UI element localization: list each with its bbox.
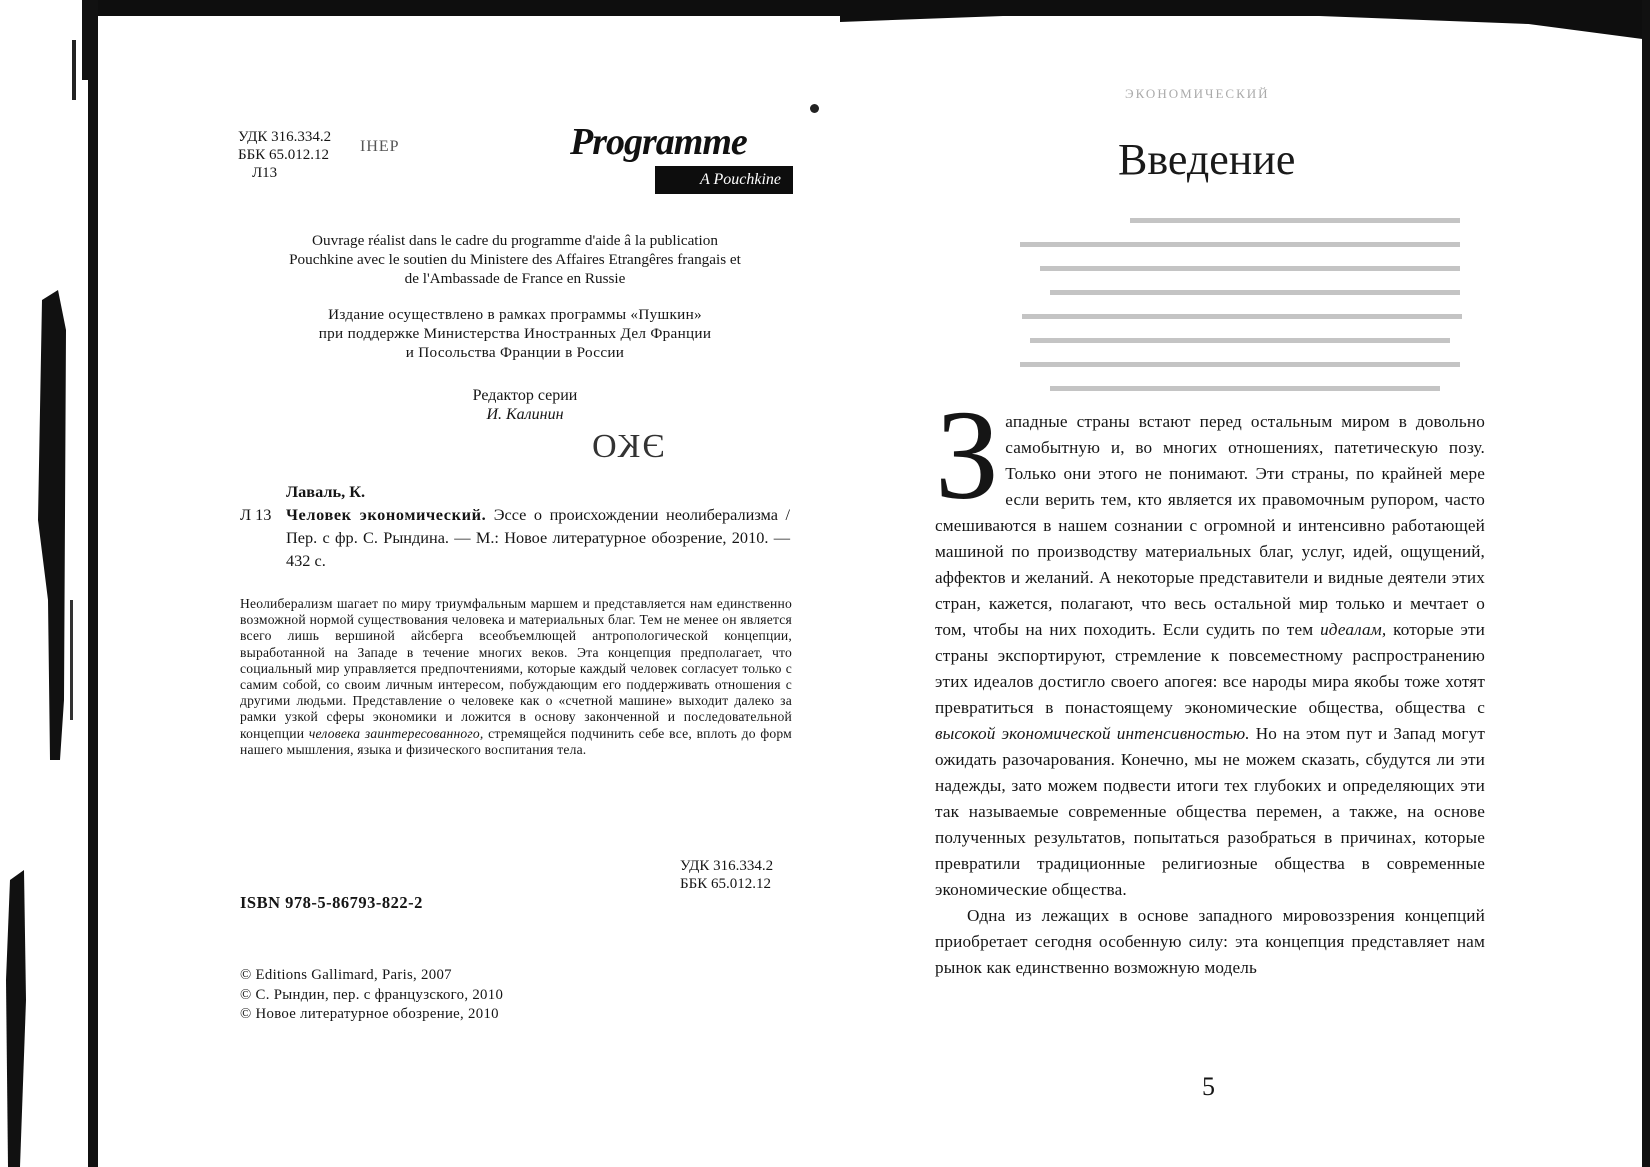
paragraph-text: Но на этом пут и Запад могут ожидать разочарования. Конечно, мы не можем сказать, сбудутся ли эти надежды, зато можем подвести итоги тех глубоких и определяющих эти так называемые современные общества перемен, а также, на основе полученных результатов, попытаться разобраться в причинах, которые превратили традиционные религиозные общества в современные экономические общества.: [935, 724, 1486, 899]
paragraph-text: которые эти страны экспортируют, стремление к повсеместному распространению этих идеалов достигло своего апогея: все народы мира якобы тоже хотят превратиться в понастоящему экономические общества, общества с: [935, 620, 1485, 717]
classification-codes-bottom: [680, 857, 773, 893]
abstract-italic: человека заинтересованного,: [308, 725, 484, 741]
scan-edge-right: [1642, 0, 1650, 1167]
copyright-block: [240, 966, 503, 1025]
scan-edge-top-right: [840, 0, 1650, 40]
classification-codes: [238, 128, 331, 182]
emphasis: высокой экономической интенсивностью.: [935, 724, 1250, 743]
copyright-line: © Editions Gallimard, Paris, 2007: [240, 967, 452, 983]
emphasis: идеалам,: [1320, 620, 1387, 639]
russian-notice-line: Издание осуществлено в рамках программы «Пушкин»: [328, 306, 702, 323]
editor-label: Редактор серии: [472, 387, 578, 404]
udk-code-bottom: УДК 316.334.2: [680, 858, 774, 874]
running-header: ЭКОНОМИЧЕСКИЙ: [1125, 86, 1270, 101]
series-editor: [400, 386, 650, 424]
paragraph: [935, 384, 1486, 903]
faded-bleedthrough: [1010, 200, 1480, 405]
copyright-line: © С. Рындин, пер. с французского, 2010: [240, 986, 504, 1003]
page-number: 5: [1202, 1072, 1215, 1101]
scan-edge-left: [0, 0, 100, 1167]
french-notice-line: Ouvrage réalist dans le cadre du programme d'aide â la publication: [312, 232, 718, 249]
isbn: ISBN 978-5-86793-822-2: [240, 893, 423, 912]
series-mark: [590, 428, 665, 466]
chapter-heading: Введение: [1118, 135, 1296, 184]
book-abstract: [240, 596, 792, 758]
programme-logo: [360, 118, 800, 198]
bbk-code: ББК 65.012.12: [238, 147, 329, 163]
french-notice: [240, 231, 790, 288]
abstract-text-end: стремящейся подчинить себе все, вплоть до форм нашего мышления, языка и физического воспитания тела.: [240, 725, 792, 757]
drop-cap: З: [935, 384, 1000, 526]
russian-notice-line: и Посольства Франции в России: [405, 344, 625, 361]
udk-code: УДК 316.334.2: [238, 129, 332, 145]
russian-notice: [240, 305, 790, 362]
book-author: Лаваль, К.: [286, 482, 366, 501]
book-title: Человек экономический.: [286, 505, 487, 524]
ink-dot: [810, 104, 819, 113]
bibliographic-record: [240, 480, 790, 572]
series-mark-text: ЭКО: [590, 428, 665, 465]
book-details: Эссе о происхождении неолиберализма / Пер. с фр. С. Рындина. — М.: Новое литературное обозрение, 2010. — 432 с.: [286, 505, 790, 570]
paragraph-text: ападные страны встают перед остальным миром в довольно самобытную и, во многих отношениях, патетическую позу. Только они этого не понимают. Эти страны, по крайней мере если верить тем, кто является их правомочным рупором, часто смешиваются в нашем сознании с огромной и интенсивно работающей машиной по производству материальных благ, услуг, идей, ощущений, аффектов и желаний. А некоторые представители и видные деятели этих стран, кажется, полагают, что весь остальной мир только и мечтает о том, чтобы на них походить. Если судить по тем: [935, 412, 1485, 639]
russian-notice-line: при поддержке Министерства Иностранных Дел Франции: [318, 325, 712, 342]
abstract-text: Неолиберализм шагает по миру триумфальным маршем и представляется нам единственно возможной нормой существования человека и материальных благ. Тем не менее он является всего лишь вершиной айсберга всеобъемлющей антропологической концепции, выработанной на Западе в течение многих веков. Эта концепция предполагает, что социальный мир управляется предпочтениями, которые каждый человек согласует только с самим собой, со своим личным интересом, побуждающим его поддерживать отношения с другими людьми. Представление о человеке как о «счетной машине» выходит далеко за рамки узкой сферы экономики и ложится в основу законченной и последовательной концепции: [240, 596, 792, 741]
author-code: Л13: [252, 165, 278, 181]
bbk-code-bottom: ББК 65.012.12: [680, 876, 771, 892]
chapter-body: [935, 384, 1486, 981]
french-notice-line: de l'Ambassade de France en Russie: [404, 270, 626, 287]
copyright-line: © Новое литературное обозрение, 2010: [240, 1006, 499, 1022]
logo-noise-text: IHEP: [360, 138, 400, 155]
logo-word: Programme: [570, 121, 747, 163]
logo-subtitle: A Pouchkine: [655, 166, 793, 194]
editor-name: И. Калинин: [486, 406, 564, 423]
french-notice-line: Pouchkine avec le soutien du Ministere des Affaires Etrangêres frangais et: [289, 251, 741, 268]
paragraph: Одна из лежащих в основе западного мировоззрения концепций приобретает сегодня особенную силу: эта концепция представляет нам рынок как единственно возможную модель: [935, 906, 1485, 977]
catalog-code: Л 13: [240, 505, 272, 524]
